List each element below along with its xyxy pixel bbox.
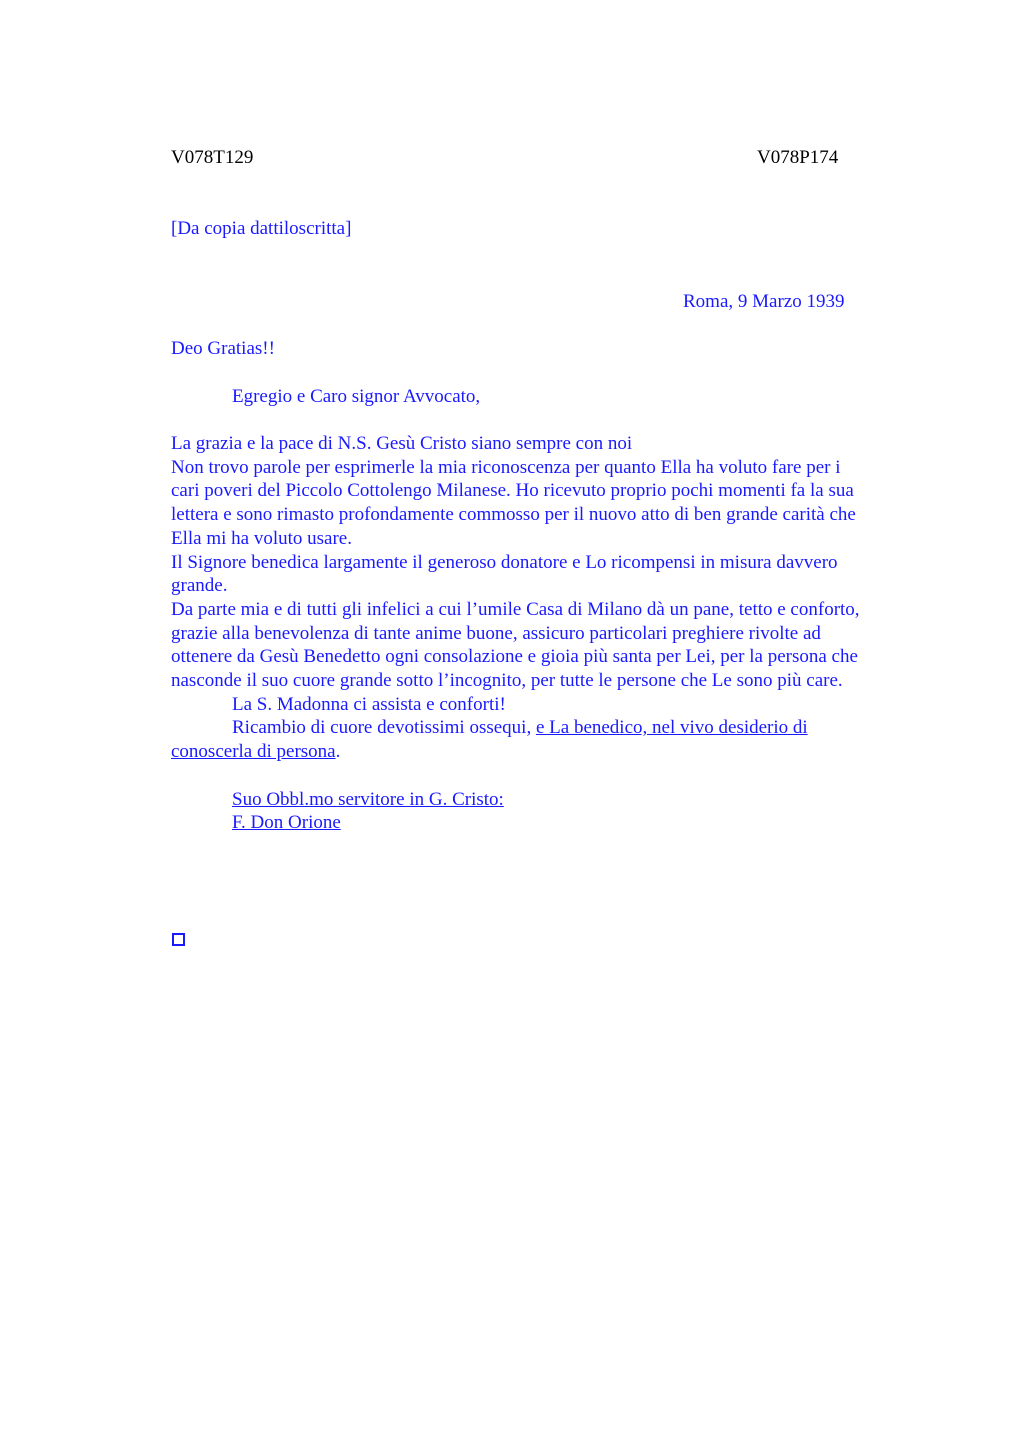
closing-underlined-1: e La benedico, nel vivo desiderio di: [535, 717, 808, 739]
salutation: Egregio e Caro signor Avvocato,: [232, 386, 481, 407]
signature-text-1: Suo Obbl.mo servitore in G. Cristo:: [232, 788, 504, 810]
body-line: nasconde il suo cuore grande sotto l’incognito, per tutte le persone che Le sono più care.: [171, 670, 843, 692]
body-line: Non trovo parole per esprimerle la mia riconoscenza per quanto Ella ha voluto fare per i: [171, 456, 841, 478]
square-box-icon: [172, 933, 185, 946]
body-line: ottenere da Gesù Benedetto ogni consolazione e gioia più santa per Lei, per la persona che: [171, 646, 858, 668]
closing-line-2: [171, 740, 931, 764]
body-line: lettera e sono rimasto profondamente commosso per il nuovo atto di ben grande carità che: [171, 504, 856, 526]
signature-line-2: [171, 811, 931, 835]
body-line: Ella mi ha voluto usare.: [171, 527, 352, 549]
signature-line-1: [171, 788, 931, 812]
body-line: Da parte mia e di tutti gli infelici a cui l’umile Casa di Milano dà un pane, tetto e conforto,: [171, 598, 860, 620]
date-line: Roma, 9 Marzo 1939: [683, 291, 845, 312]
body-line: grande.: [171, 575, 228, 597]
closing-underlined-2: conoscerla di persona: [171, 741, 336, 763]
document-code-right: V078P174: [757, 147, 839, 168]
blank-line: [171, 764, 931, 788]
source-note: [Da copia dattiloscritta]: [171, 218, 352, 239]
closing-punct: .: [335, 741, 341, 763]
body-line: La grazia e la pace di N.S. Gesù Cristo siano sempre con noi: [171, 433, 633, 454]
body-line: grazie alla benevolenza di tante anime buone, assicuro particolari preghiere rivolte ad: [171, 622, 821, 644]
body-line: cari poveri del Piccolo Cottolengo Milanese. Ho ricevuto proprio pochi momenti fa la sua: [171, 480, 854, 502]
opening-line: Deo Gratias!!: [171, 338, 275, 359]
body-line: Il Signore benedica largamente il generoso donatore e Lo ricompensi in misura davvero: [171, 551, 838, 573]
closing-plain: Ricambio di cuore devotissimi ossequi,: [232, 717, 536, 739]
closing-line-1: [171, 716, 931, 740]
madonna-line: La S. Madonna ci assista e conforti!: [232, 693, 506, 715]
document-code-left: V078T129: [171, 147, 254, 168]
signature-text-2: F. Don Orione: [232, 812, 341, 834]
letter-body: [171, 432, 931, 835]
